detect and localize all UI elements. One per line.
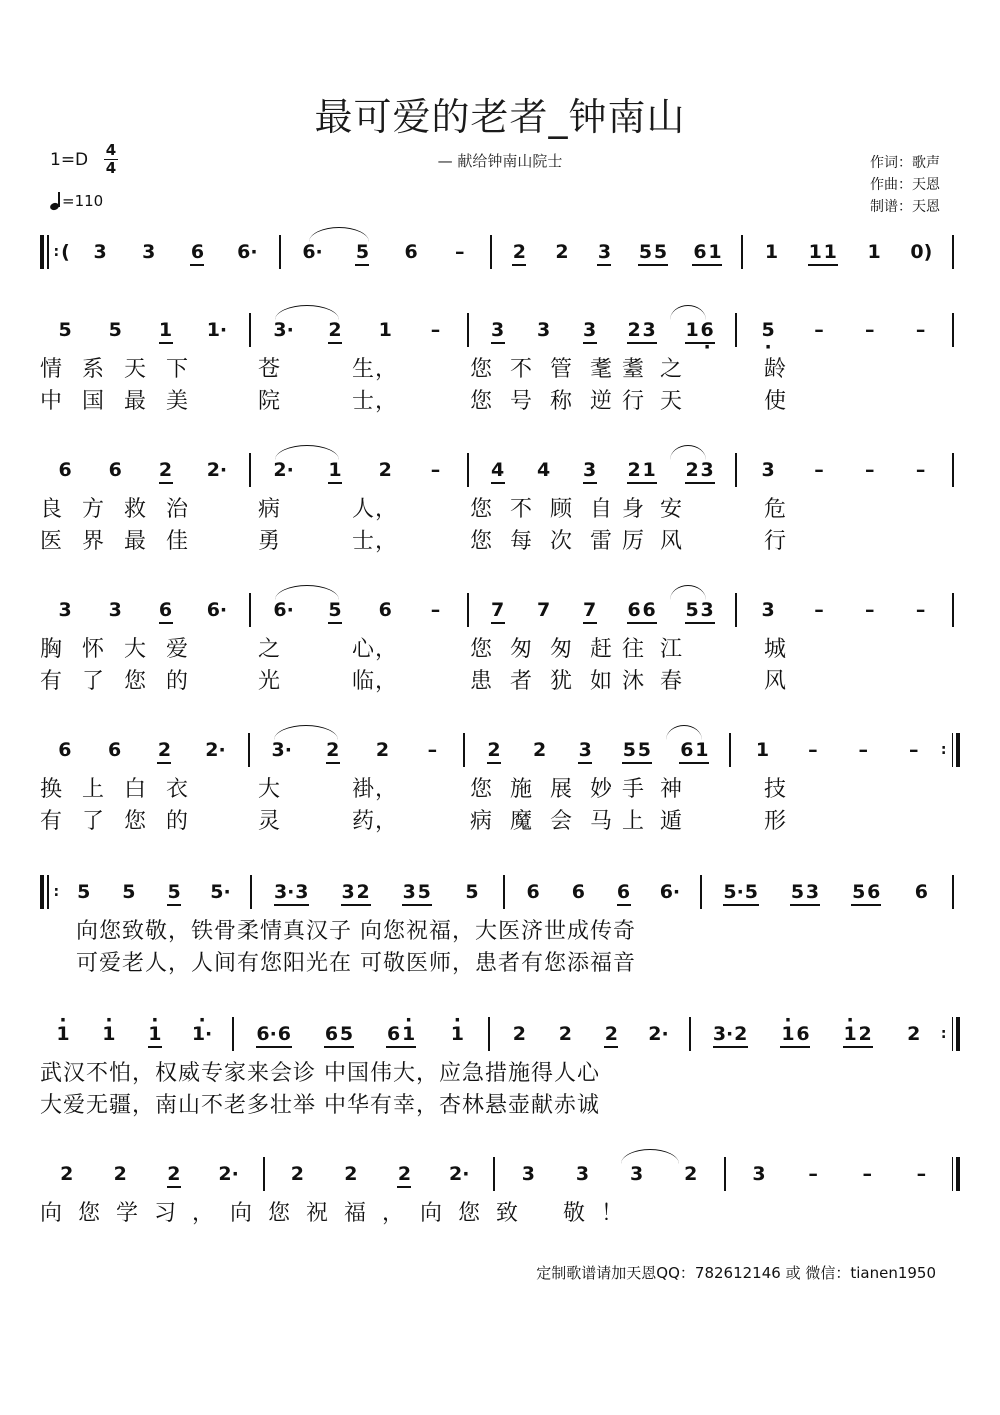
lyrics-final: 向您学习，向您祝福，向您致 敬！ [40,1201,639,1226]
measure: 5 5 5 5· [77,881,231,903]
lyrics-chorus-2a: 武汉不怕，权威专家来会诊 中国伟大，应急措施得人心 [40,1061,600,1086]
measure: 4 4 3 2 1 2 3 [475,459,729,481]
measure: 7 7 7 6 6 5 3 [475,599,729,621]
lyrics-verse-3b: 有 了 您 的 光 临， 患 者 犹 如 沐 春 风 [40,669,788,694]
chorus-line-1: : 5 5 5 5· 3· 3 3 2 3 5 5 6 6 6 6· 5· 5 5 3 5 6 6 [40,872,960,912]
tempo-value: =110 [62,192,104,210]
measure: 1 1 1 1 0) [764,241,933,263]
measure: 3 3 3 2 3 1 · 6 [475,319,729,341]
measure: · 5 – – – [743,319,946,341]
time-bottom: 4 [105,159,117,177]
measure: 2 2 3 5 5 6 1 [471,739,723,761]
tempo-marking [50,192,103,210]
measure: 3 3 6 6· [93,241,258,263]
measure: 3 3 6 6· [58,599,228,621]
chorus-line-2: · 1 · 1 · 1 · 1· 6· 6 6 5 6 · 1 · 1 2 2 2 2· 3· 2 · 1 6 · 1 2 2 : [40,1014,960,1054]
measure: 3· 2 1 – [257,319,460,341]
measure: 5 5 1 1· [58,319,228,341]
lyricist: 作词：歌声 [870,155,940,171]
lyrics-verse-1a: 情 系 天 下 苍 生， 您 不 管 耄 耋 之 龄 [40,357,788,382]
composer: 作曲：天恩 [870,177,940,193]
measure: 6· 5 6 – [257,599,460,621]
measure: 2· 1 2 – [257,459,460,481]
measure: 3 – – – [752,1163,927,1185]
time-top: 4 [105,141,117,159]
song-subtitle: — 献给钟南山院士 [437,152,563,170]
measure: 3· 2 2 – [256,739,458,761]
measure: 2 2 2 2· [60,1163,239,1185]
lyrics-chorus-1a: 向您致敬，铁骨柔情真汉子 向您祝福，大医济世成传奇 [76,919,636,944]
measure: 1 – – – [755,739,919,761]
song-title: 最可爱的老者_钟南山 [314,95,686,139]
verse-line-1 [40,310,960,350]
measure: 3 3 3 2 [501,1163,718,1185]
measure: 5· 5 5 3 5 6 6 [723,881,928,903]
key-label: 1=D [50,150,89,170]
measure: · 1 · 1 · 1 · 1· [40,1023,226,1045]
measure: 2 2 3 5 5 6 1 [498,241,735,263]
final-line [40,1154,960,1194]
lyrics-verse-2a: 良 方 救 治 病 人， 您 不 顾 自 身 安 危 [40,497,788,522]
measure: 6 6 2 2· [58,459,228,481]
measure: 3· 2 · 1 6 · 1 2 2 [697,1023,939,1045]
measure: 6· 5 6 – [287,241,484,263]
quarter-note-icon [50,192,62,210]
credits [870,152,940,218]
time-signature [104,142,118,177]
arranger: 制谱：天恩 [870,199,940,215]
measure: 3 – – – [761,599,926,621]
lyrics-verse-3a: 胸 怀 大 爱 之 心， 您 匆 匆 赶 往 江 城 [40,637,788,662]
intro-line: : ( 3 3 6 6· 6· 5 6 – 2 2 3 5 5 6 1 1 1 1 1 0) [40,232,960,272]
footer-contact: 定制歌谱请加天恩QQ：782612146 或 微信：tianen1950 [536,1264,936,1282]
lyrics-chorus-2b: 大爱无疆，南山不老多壮举 中华有幸，杏林悬壶献赤诚 [40,1093,600,1118]
lyrics-verse-4a: 换 上 白 衣 大 褂， 您 施 展 妙 手 神 技 [40,777,788,802]
measure: 2 2 2 2· [290,1163,470,1185]
measure: 6· 6 6 5 6 · 1 · 1 [240,1023,482,1045]
measure: 3· 3 3 2 3 5 5 [273,881,479,903]
measure: 3 – – – [761,459,926,481]
verse-line-4: 6 6 2 2· 3· 2 2 – 2 2 3 5 5 6 1 1 – – – : [40,730,960,770]
key-signature [50,141,117,177]
verse-line-3 [40,590,960,630]
measure: 6 6 6 6· [526,881,681,903]
lyrics-chorus-1b: 可爱老人，人间有您阳光在 可敬医师，患者有您添福音 [76,951,636,976]
measure: 6 6 2 2· [58,739,226,761]
lyrics-verse-2b: 医 界 最 佳 勇 士， 您 每 次 雷 厉 风 行 [40,529,788,554]
lyrics-verse-4b: 有 了 您 的 灵 药， 病 魔 会 马 上 遁 形 [40,809,788,834]
lyrics-verse-1b: 中 国 最 美 院 士， 您 号 称 逆 行 天 使 [40,389,788,414]
measure: 2 2 2 2· [512,1023,669,1045]
verse-line-2 [40,450,960,490]
